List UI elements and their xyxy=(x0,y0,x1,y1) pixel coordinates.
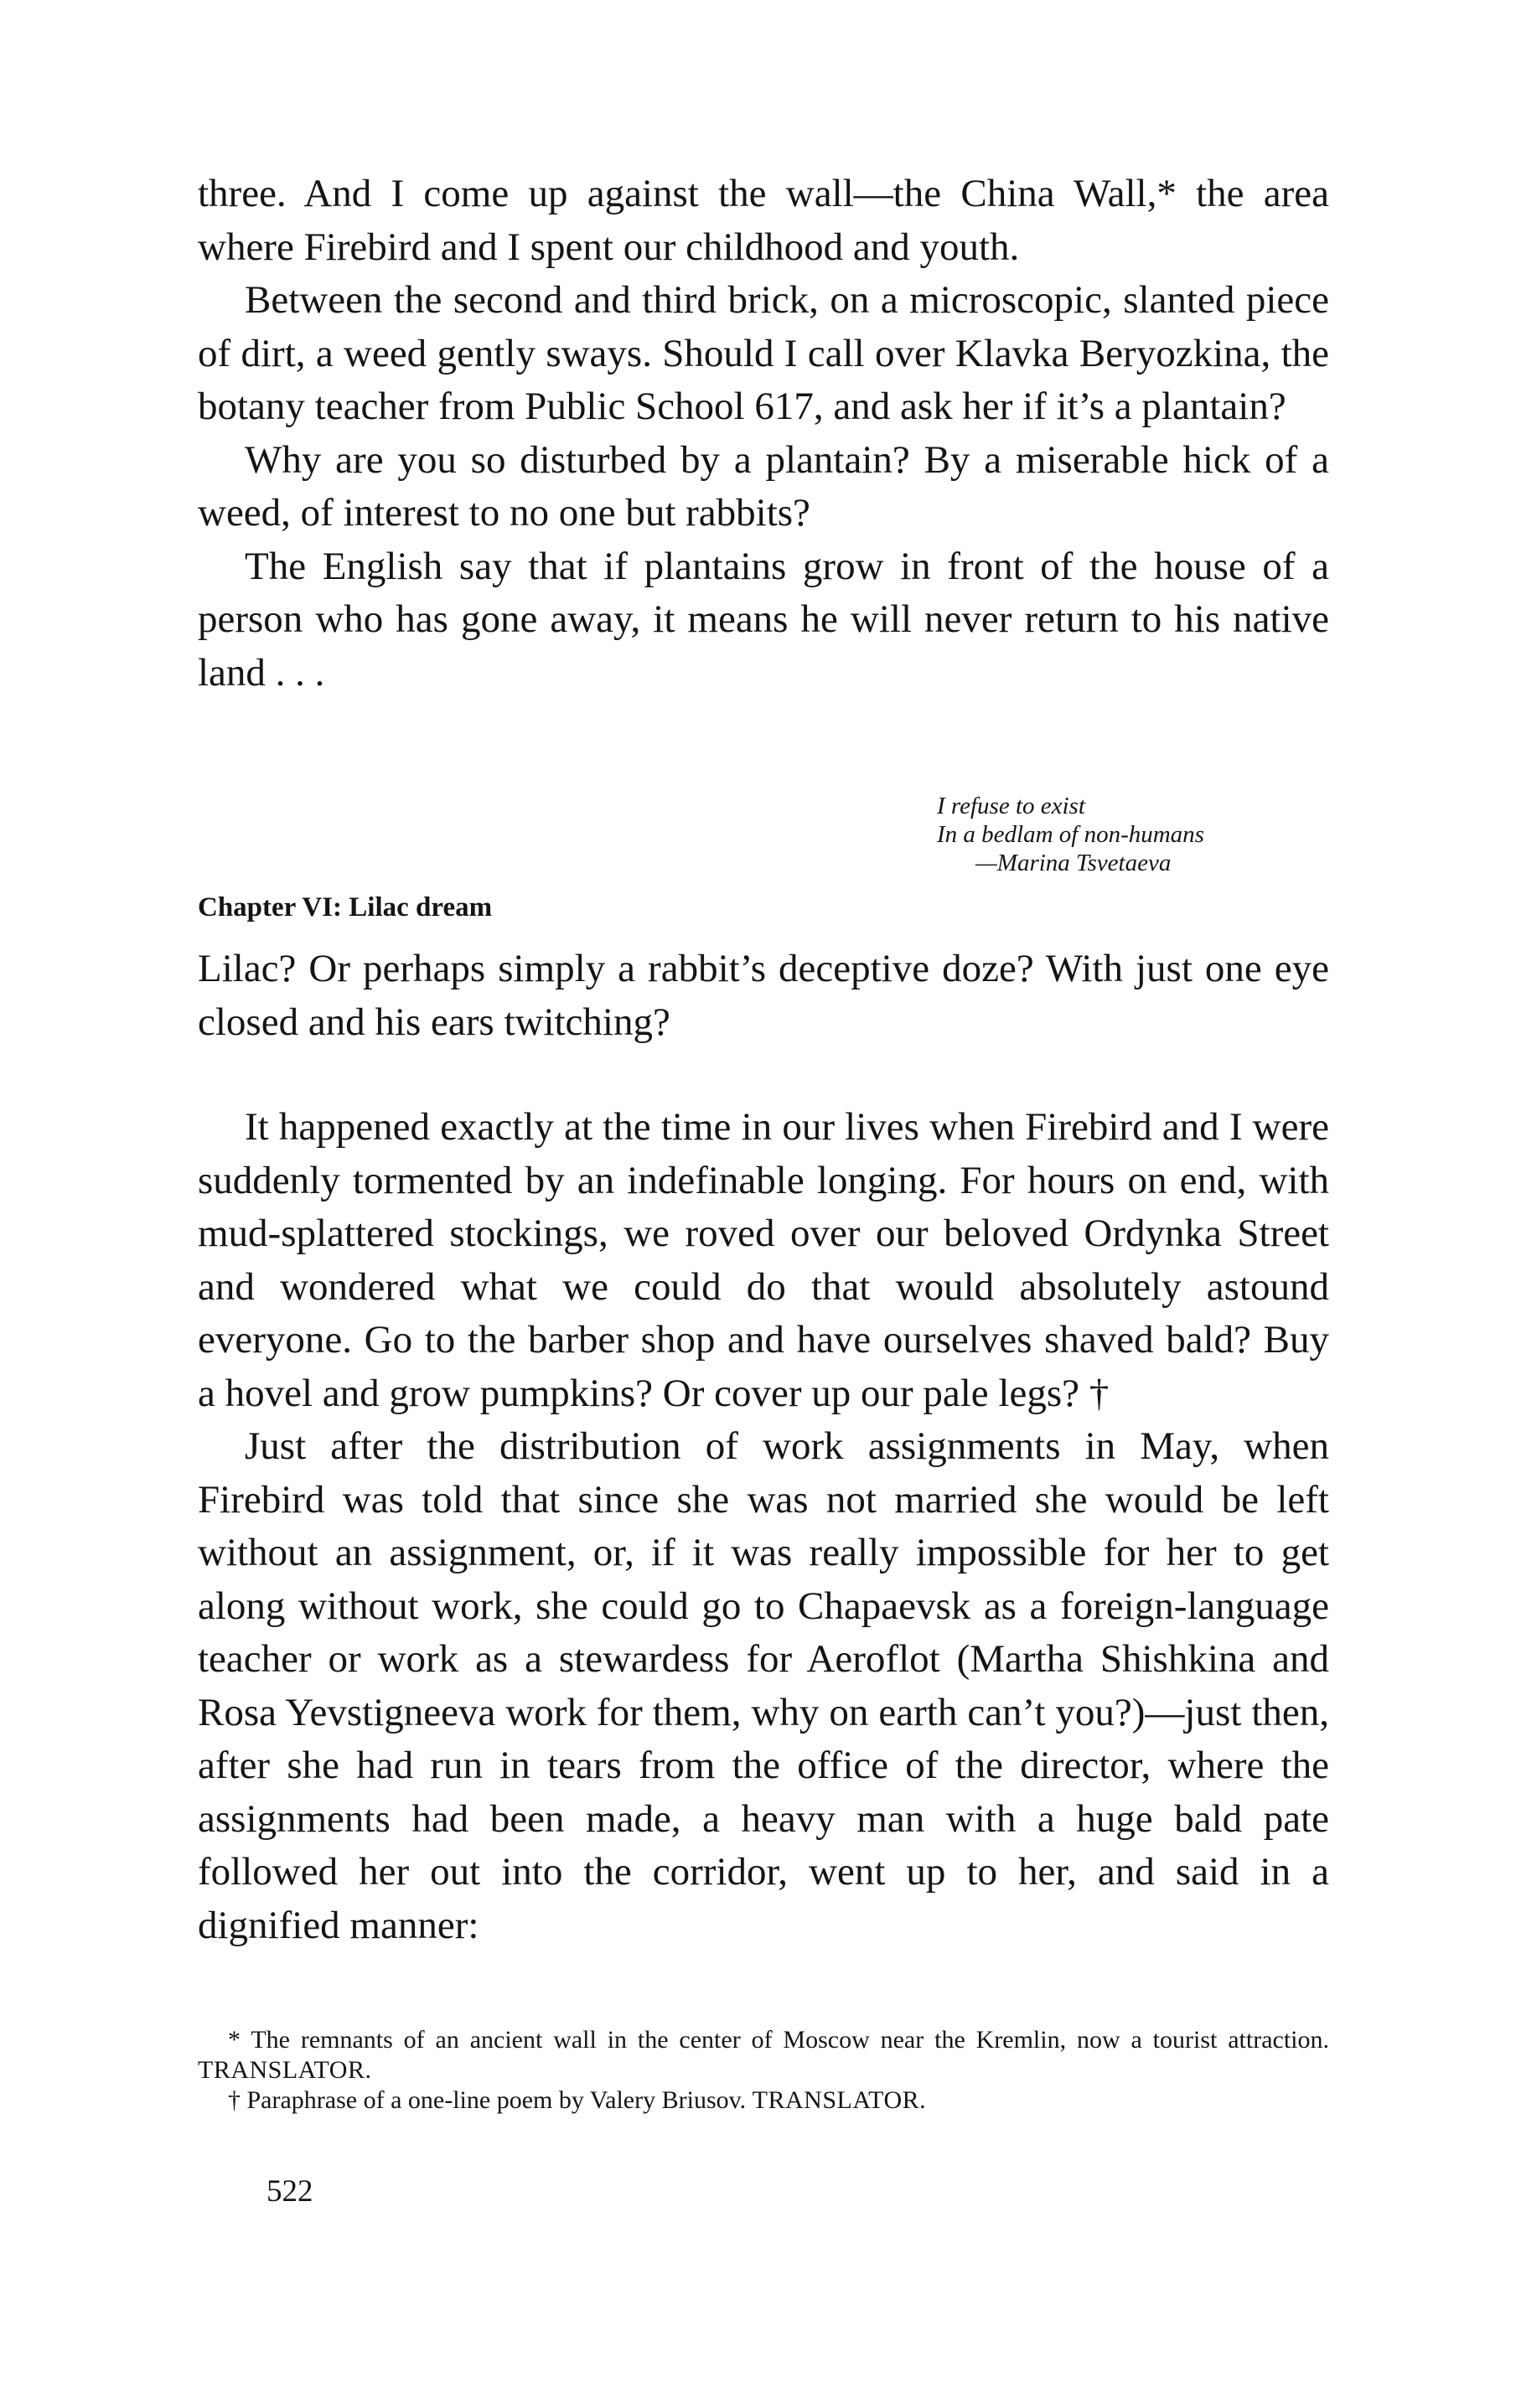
chapter-intro xyxy=(198,943,1329,1049)
chapter-body xyxy=(198,1101,1329,1952)
footnote-2-text: † Paraphrase of a one-line poem by Valery Briusov. xyxy=(228,2086,747,2114)
epigraph xyxy=(937,792,1339,877)
page-number: 522 xyxy=(266,2174,313,2209)
paragraph-brick-weed: Between the second and third brick, on a microscopic, slanted piece of dirt, a weed gently sways. Should I call over Klavka Beryozkina, the botany teacher from Public School 617, and ask her if it’s a plantain? xyxy=(198,278,1329,428)
footnotes xyxy=(198,2025,1329,2116)
epigraph-attribution: —Marina Tsvetaeva xyxy=(975,850,1172,876)
opening-text xyxy=(198,168,1329,700)
paragraph-longing: It happened exactly at the time in our lives when Firebird and I were suddenly tormented by an indefinable longing. For hours on end, with mud-splattered stockings, we roved over our beloved Ordynka Street and wondered what we could do that would absolutely astound everyone. Go to the barber shop and have ourselves shaved bald? Buy a hovel and grow pumpkins? Or cover up our pale legs? † xyxy=(198,1105,1329,1415)
paragraph-continuation: three. And I come up against the wall—the China Wall,* the area where Firebird and I spent our childhood and youth. xyxy=(198,172,1329,269)
paragraph-english-saying: The English say that if plantains grow in front of the house of a person who has gone away, it means he will never return to his native land . . . xyxy=(198,544,1329,695)
epigraph-line-1: I refuse to exist xyxy=(937,793,1085,819)
paragraph-lilac-intro: Lilac? Or perhaps simply a rabbit’s deceptive doze? With just one eye closed and his ears twitching? xyxy=(198,947,1329,1044)
paragraph-plantain-question: Why are you so disturbed by a plantain? By a miserable hick of a weed, of interest to no one but rabbits? xyxy=(198,437,1329,535)
footnote-china-wall xyxy=(198,2025,1329,2085)
epigraph-line-2: In a bedlam of non-humans xyxy=(937,821,1204,848)
footnote-briusov xyxy=(198,2085,1329,2116)
footnote-2-translator-tag: TRANSLATOR. xyxy=(752,2086,927,2114)
footnote-1-text: * The remnants of an ancient wall in the center of Moscow near the Kremlin, now a tourist attraction. xyxy=(228,2026,1329,2054)
chapter-heading: Chapter VI: Lilac dream xyxy=(198,892,493,922)
paragraph-assignments: Just after the distribution of work assignments in May, when Firebird was told that since she was not married she would be left without an assignment, or, if it was really impossible for her to get along without work, she could go to Chapaevsk as a foreign-language teacher or work as a stewardess for Aeroflot (Martha Shishkina and Rosa Yevstigneeva work for them, why on earth can’t you?)—just then, after she had run in tears from the office of the director, where the assignments had been made, a heavy man with a huge bald pate followed her out into the corridor, went up to her, and said in a dignified manner: xyxy=(198,1424,1329,1947)
footnote-1-translator-tag: TRANSLATOR. xyxy=(198,2056,372,2084)
